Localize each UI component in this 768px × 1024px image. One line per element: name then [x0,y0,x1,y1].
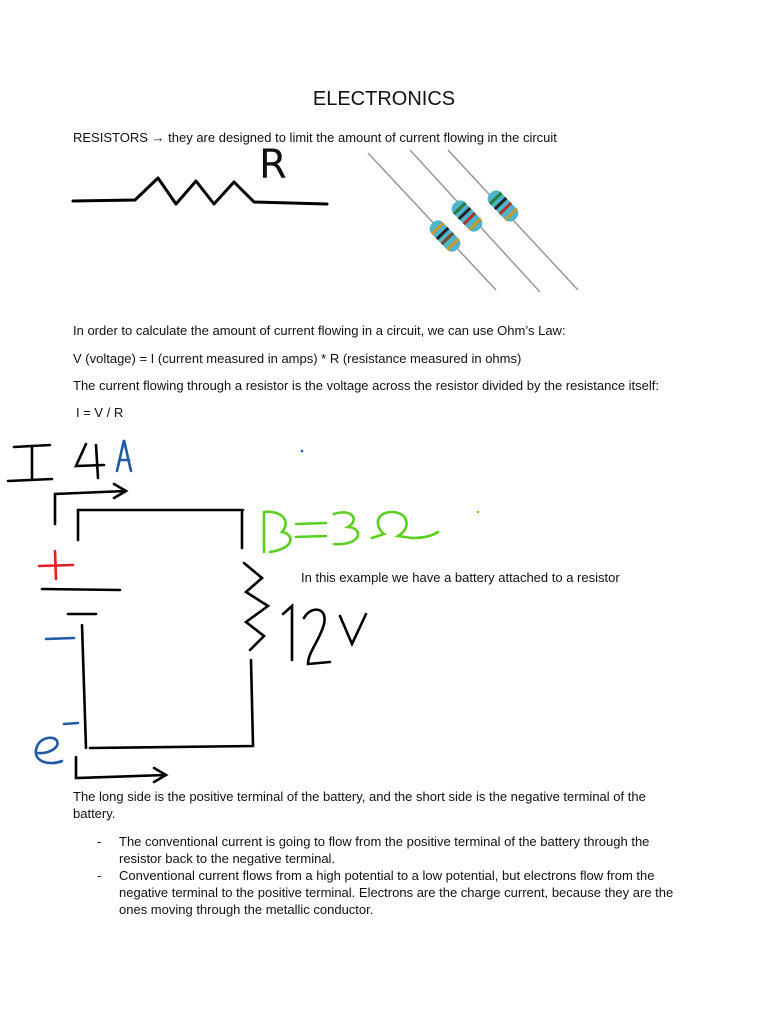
page-title: ELECTRONICS [312,88,456,110]
bullet-marker: - [97,834,102,849]
formula: I = V / R [76,405,124,420]
ohms-law-equation: V (voltage) = I (current measured in amps) * R (resistance measured in ohms) [73,351,522,366]
arrow-right-icon: → [151,130,165,145]
resistors-definition-text: they are designed to limit the amount of current flowing in the circuit [168,130,557,145]
resistor-symbol-label: R [259,142,287,188]
bullet-text: The conventional current is going to flow from the positive terminal of the battery through the resistor back to the negative terminal. [119,834,650,866]
bullet-text: Conventional current flows from a high potential to a low potential, but electrons flow from the negative terminal to the positive terminal. Electrons are the charge current, because they are the ones moving through the metallic conductor. [119,868,674,917]
current-description: The current flowing through a resistor is the voltage across the resistor divided by the resistance itself: [73,378,660,393]
list-item [73,867,685,918]
bullet-marker: - [97,868,102,883]
example-caption: In this example we have a battery attached to a resistor [301,570,620,585]
list-item [73,833,685,867]
ohms-law-intro: In order to calculate the amount of current flowing in a circuit, we can use Ohm’s Law: [73,323,566,338]
notes-list [73,833,685,918]
resistors-term: RESISTORS [73,130,148,145]
terminal-description: The long side is the positive terminal of the battery, and the short side is the negative terminal of the battery. [73,789,646,821]
